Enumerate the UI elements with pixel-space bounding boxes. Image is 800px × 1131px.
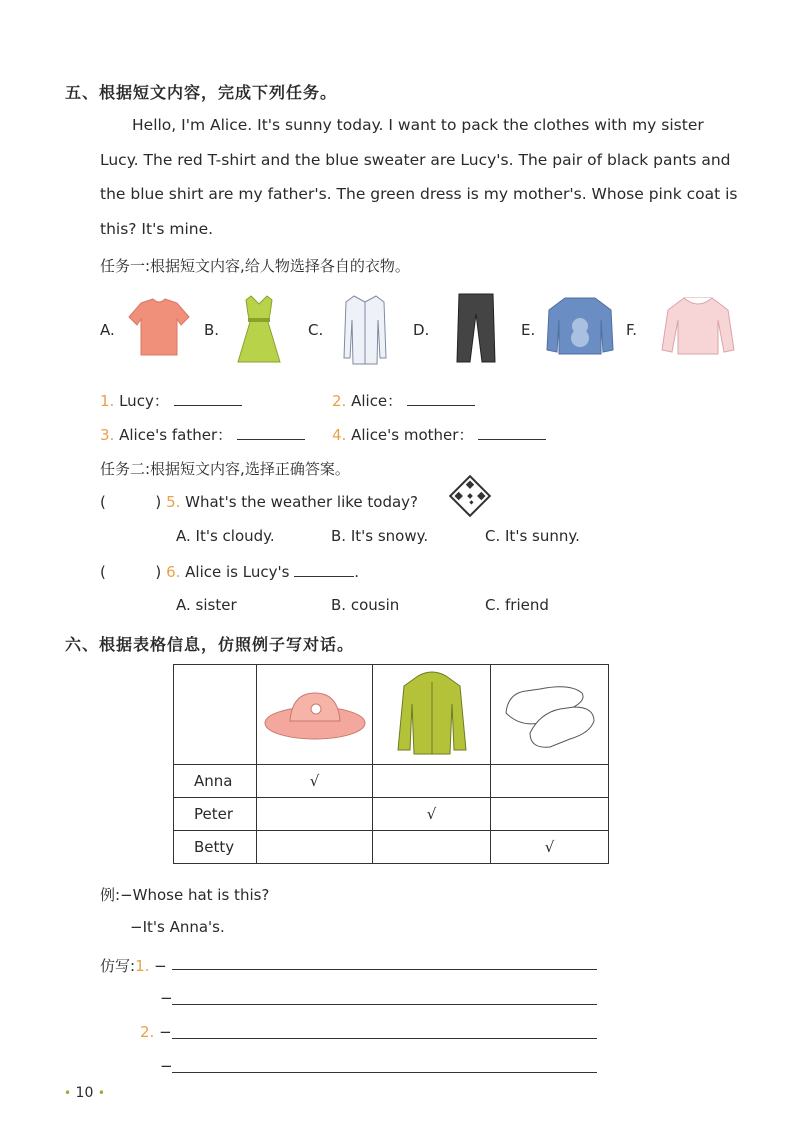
dash: − (160, 1057, 173, 1075)
answer-blank[interactable] (237, 425, 305, 440)
passage-line-4: this? It's mine. (100, 219, 214, 238)
question-text: Alice is Lucy's (185, 563, 290, 581)
check-cell (491, 765, 609, 798)
green-dress-image (234, 292, 284, 364)
table-row (174, 831, 609, 864)
match-item-3 (100, 424, 305, 445)
imitate-number: 1. (135, 957, 150, 975)
passage-line-3: the blue shirt are my father's. The green dress is my mother's. Whose pink coat is (100, 185, 738, 203)
check-cell (373, 765, 491, 798)
check-cell: √ (491, 831, 609, 864)
match-label: Alice's mother： (351, 426, 474, 444)
row-name: Betty (174, 831, 257, 864)
black-pants-image (455, 292, 497, 364)
task-2-title: 任务二:根据短文内容,选择正确答案。 (100, 460, 350, 478)
check-cell (257, 831, 373, 864)
section-5-title: 五、根据短文内容，完成下列任务。 (65, 83, 338, 102)
q6-option-b: B. cousin (331, 596, 400, 614)
red-tshirt-image (127, 295, 192, 360)
hat-cell (257, 665, 373, 765)
match-label: Lucy： (119, 392, 169, 410)
question-period: . (354, 563, 359, 581)
example-answer: −It's Anna's. (130, 918, 225, 936)
passage (100, 108, 740, 246)
blue-sweater-image (545, 294, 615, 358)
row-name: Anna (174, 765, 257, 798)
table-row (174, 798, 609, 831)
question-number: 6. (166, 563, 181, 581)
check-cell: √ (257, 765, 373, 798)
blue-shirt-image (340, 292, 390, 366)
imitate-2 (140, 1023, 172, 1041)
q6-option-a: A. sister (176, 596, 237, 614)
match-number: 3. (100, 426, 115, 444)
imitate-number: 2. (140, 1023, 155, 1041)
table-row (174, 765, 609, 798)
check-cell (491, 798, 609, 831)
answer-paren-close[interactable]: ) (155, 563, 162, 581)
question-5 (100, 493, 418, 511)
answer-blank[interactable] (478, 425, 546, 440)
cloth-letter-d: D. (413, 321, 430, 339)
question-6 (100, 562, 359, 581)
answer-paren-open[interactable]: ( (100, 493, 106, 511)
page-number-text: 10 (75, 1085, 94, 1101)
match-number: 1. (100, 392, 115, 410)
imitate-label: 仿写: (100, 957, 136, 975)
cloth-letter-b: B. (204, 321, 220, 339)
answer-blank[interactable] (407, 391, 475, 406)
writing-line[interactable] (172, 1038, 597, 1039)
qr-code-icon (446, 472, 494, 520)
match-label: Alice's father： (119, 426, 233, 444)
example-question (100, 884, 269, 905)
check-cell (257, 798, 373, 831)
match-label: Alice： (351, 392, 403, 410)
match-item-2 (332, 390, 475, 411)
answer-blank[interactable] (174, 391, 242, 406)
writing-line[interactable] (172, 969, 597, 970)
example-label: 例: (100, 886, 121, 904)
page-dot-right: • (97, 1086, 105, 1100)
dash: − (154, 957, 167, 975)
table-corner-cell (174, 665, 257, 765)
dash: − (159, 1023, 172, 1041)
hat-image (260, 683, 370, 743)
question-number: 5. (166, 493, 181, 511)
q5-option-a: A. It's cloudy. (176, 527, 275, 545)
imitate-1 (100, 955, 167, 976)
jacket-cell (373, 665, 491, 765)
cloth-letter-a: A. (100, 321, 115, 339)
cloth-letter-f: F. (626, 321, 637, 339)
check-cell: √ (373, 798, 491, 831)
passage-line-1: Hello, I'm Alice. It's sunny today. I want to pack the clothes with my sister (132, 116, 704, 134)
clothes-table (173, 664, 609, 864)
shoes-cell (491, 665, 609, 765)
jacket-image (392, 670, 472, 756)
writing-line[interactable] (172, 1072, 597, 1073)
answer-blank[interactable] (294, 562, 354, 577)
example-question-text: −Whose hat is this? (120, 886, 270, 904)
q6-option-c: C. friend (485, 596, 549, 614)
match-item-4 (332, 424, 546, 445)
q5-option-c: C. It's sunny. (485, 527, 580, 545)
task-1-title: 任务一:根据短文内容,给人物选择各自的衣物。 (100, 257, 410, 275)
section-6-title: 六、根据表格信息，仿照例子写对话。 (65, 635, 355, 654)
q5-option-b: B. It's snowy. (331, 527, 429, 545)
check-cell (373, 831, 491, 864)
cloth-letter-c: C. (308, 321, 324, 339)
shoes-image (500, 673, 600, 753)
row-name: Peter (174, 798, 257, 831)
passage-line-2: Lucy. The red T-shirt and the blue sweater are Lucy's. The pair of black pants and (100, 150, 731, 169)
answer-paren-close[interactable]: ) (155, 493, 162, 511)
answer-paren-open[interactable]: ( (100, 563, 106, 581)
question-text: What's the weather like today? (185, 493, 418, 511)
dash: − (160, 989, 173, 1007)
match-item-1 (100, 390, 242, 411)
cloth-letter-e: E. (521, 321, 536, 339)
writing-line[interactable] (172, 1004, 597, 1005)
match-number: 4. (332, 426, 347, 444)
page-dot-left: • (64, 1086, 72, 1100)
pink-coat-image (658, 292, 738, 358)
match-number: 2. (332, 392, 347, 410)
page-number (64, 1085, 105, 1101)
